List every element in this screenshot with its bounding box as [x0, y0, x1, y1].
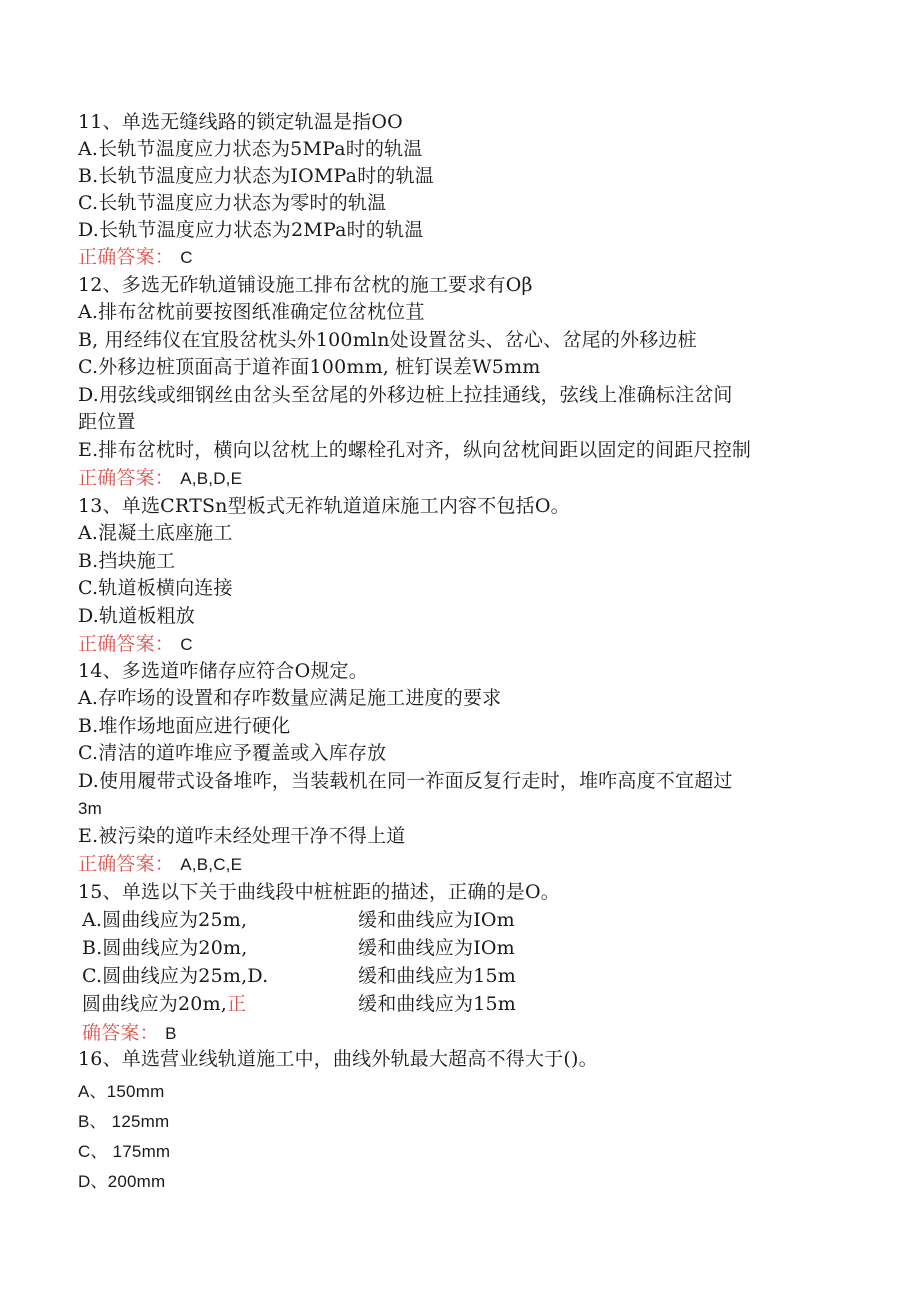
answer-label: 正确答案：	[78, 467, 175, 489]
question-13-title: 13、单选CRTSn型板式无祚轨道道床施工内容不包括O。	[78, 495, 570, 517]
q12-option-d: D.用弦线或细钢丝由岔头至岔尾的外移边桩上拉挂通线，弦线上准确标注岔间	[78, 384, 733, 406]
q11-option-a: A.长轨节温度应力状态为5MPa时的轨温	[78, 138, 423, 160]
q11-answer	[78, 244, 193, 271]
q11-option-b: B.长轨节温度应力状态为IOMPa时的轨温	[78, 165, 434, 187]
q14-answer	[78, 851, 242, 878]
q13-answer	[78, 631, 193, 658]
q15-row-2	[82, 935, 515, 962]
q15-answer	[82, 1020, 177, 1047]
q11-option-d: D.长轨节温度应力状态为2MPa时的轨温	[78, 219, 424, 241]
q16-option-c: C、 175mm	[78, 1142, 171, 1161]
q14-option-e: E.被污染的道咋未经处理干净不得上道	[78, 825, 406, 847]
q13-option-a: A.混凝土底座施工	[78, 522, 233, 544]
answer-value: C	[180, 635, 193, 654]
q14-option-d-cont: 3m	[78, 799, 103, 818]
q14-option-a: A.存咋场的设置和存咋数量应满足施工进度的要求	[78, 687, 502, 709]
q13-option-b: B.挡块施工	[78, 550, 176, 572]
q16-option-d: D、200mm	[78, 1172, 166, 1191]
q15-row-left: 圆曲线应为20m,	[82, 993, 228, 1015]
q15-row-right: 缓和曲线应为IOm	[358, 909, 515, 931]
q12-option-d-cont: 距位置	[78, 411, 136, 433]
q14-option-d: D.使用履带式设备堆咋，当装载机在同一祚面反复行走时，堆咋高度不宜超过	[78, 770, 733, 792]
answer-label-fragment: 正	[227, 993, 247, 1015]
question-11-title: 11、单选无缝线路的锁定轨温是指OO	[78, 111, 403, 133]
q12-option-b: B, 用经纬仪在宜股岔枕头外100mln处设置岔头、岔心、岔尾的外移边桩	[78, 329, 697, 351]
q15-row-3	[82, 963, 516, 990]
answer-value: C	[180, 248, 193, 267]
q12-option-e: E.排布岔枕时，横向以岔枕上的螺栓孔对齐，纵向岔枕间距以固定的间距尺控制	[78, 439, 752, 461]
answer-label: 正确答案：	[78, 633, 175, 655]
q16-option-b: B、 125mm	[78, 1112, 170, 1131]
q13-option-c: C.轨道板横向连接	[78, 577, 233, 599]
q16-option-a: A、150mm	[78, 1082, 165, 1101]
q14-option-c: C.清洁的道咋堆应予覆盖或入库存放	[78, 742, 387, 764]
q14-option-b: B.堆作场地面应进行硬化	[78, 715, 291, 737]
q15-row-left: A.圆曲线应为25m,	[82, 909, 248, 931]
q15-row-4	[82, 991, 516, 1018]
q15-row-left: C.圆曲线应为25m,D.	[82, 965, 269, 987]
q11-option-c: C.长轨节温度应力状态为零时的轨温	[78, 192, 387, 214]
q15-row-right: 缓和曲线应为15m	[358, 965, 516, 987]
q12-option-c: C.外移边桩顶面高于道祚面100mm, 桩钉误差W5mm	[78, 356, 541, 378]
answer-label: 正确答案：	[78, 246, 175, 268]
q15-row-right: 缓和曲线应为IOm	[358, 937, 515, 959]
q15-row-1	[82, 907, 515, 934]
answer-value: A,B,C,E	[180, 855, 243, 874]
answer-label: 正确答案：	[78, 853, 175, 875]
answer-value: A,B,D,E	[180, 469, 243, 488]
question-15-title: 15、单选以下关于曲线段中桩桩距的描述，正确的是O。	[78, 881, 560, 903]
q15-row-left: B.圆曲线应为20m,	[82, 937, 248, 959]
question-12-title: 12、多选无砟轨道铺设施工排布岔枕的施工要求有Oβ	[78, 274, 533, 296]
answer-value: B	[165, 1024, 177, 1043]
q12-answer	[78, 465, 242, 492]
q13-option-d: D.轨道板粗放	[78, 605, 195, 627]
answer-label: 确答案：	[82, 1022, 159, 1044]
q12-option-a: A.排布岔枕前要按图纸准确定位岔枕位苴	[78, 301, 425, 323]
question-14-title: 14、多选道咋储存应符合O规定。	[78, 660, 368, 682]
q15-row-right: 缓和曲线应为15m	[358, 993, 516, 1015]
question-16-title: 16、单选营业线轨道施工中，曲线外轨最大超高不得大于()。	[78, 1048, 598, 1070]
